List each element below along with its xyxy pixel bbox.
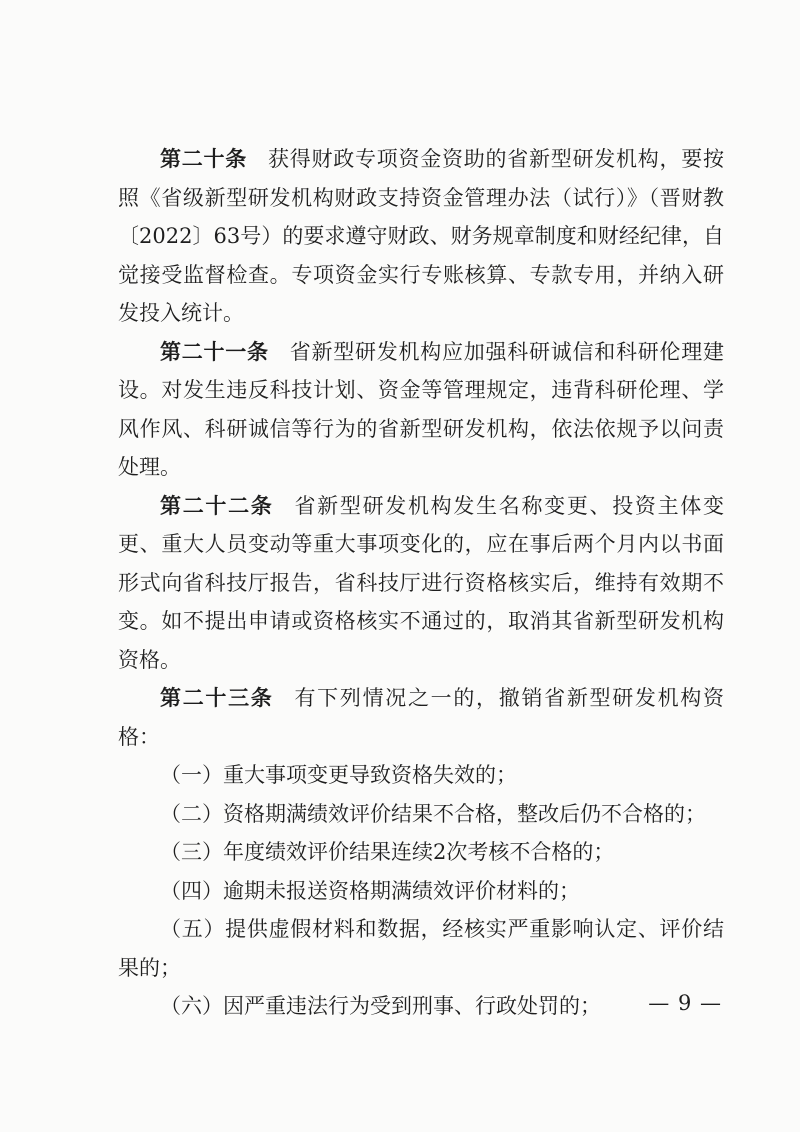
- list-item-5: （五）提供虚假材料和数据，经核实严重影响认定、评价结果的；: [118, 917, 724, 980]
- article-23-heading: 第二十三条: [160, 686, 274, 710]
- article-21-heading: 第二十一条: [160, 339, 269, 364]
- article-22: [118, 487, 724, 680]
- document-body: [118, 140, 724, 1026]
- article-20-text: 获得财政专项资金资助的省新型研发机构，要按照《省级新型研发机构财政支持资金管理办法（试行）》（晋财教〔2022〕63号）的要求遵守财政、财务规章制度和财经纪律，自觉接受监督检查。专项资金实行专账核算、专款专用，并纳入研发投入统计。: [118, 147, 724, 325]
- list-item-2: （二）资格期满绩效评价结果不合格，整改后仍不合格的；: [160, 801, 706, 826]
- article-20-heading: 第二十条: [160, 147, 247, 171]
- article-20: [118, 140, 724, 333]
- article-21: [118, 333, 724, 487]
- list-item-1: （一）重大事项变更导致资格失效的；: [160, 763, 517, 787]
- list-item-3: （三）年度绩效评价结果连续2次考核不合格的；: [160, 840, 615, 864]
- article-21-text: 省新型研发机构应加强科研诚信和科研伦理建设。对发生违反科技计划、资金等管理规定，违背科研伦理、学风作风、科研诚信等行为的省新型研发机构，依法依规予以问责处理。: [118, 339, 724, 479]
- article-23: [118, 679, 724, 756]
- article-22-text: 省新型研发机构发生名称变更、投资主体变更、重大人员变动等重大事项变化的，应在事后两个月内以书面形式向省科技厅报告，省科技厅进行资格核实后，维持有效期不变。如不提出申请或资格核实不通过的，取消其省新型研发机构资格。: [118, 493, 725, 672]
- page-number: — 9 —: [648, 991, 722, 1015]
- article-23-text: 有下列情况之一的，撤销省新型研发机构资格：: [118, 686, 725, 749]
- list-item-6: （六）因严重违法行为受到刑事、行政处罚的；: [160, 994, 601, 1018]
- list-item-4: （四）逾期未报送资格期满绩效评价材料的；: [160, 878, 580, 903]
- article-22-heading: 第二十二条: [160, 493, 274, 518]
